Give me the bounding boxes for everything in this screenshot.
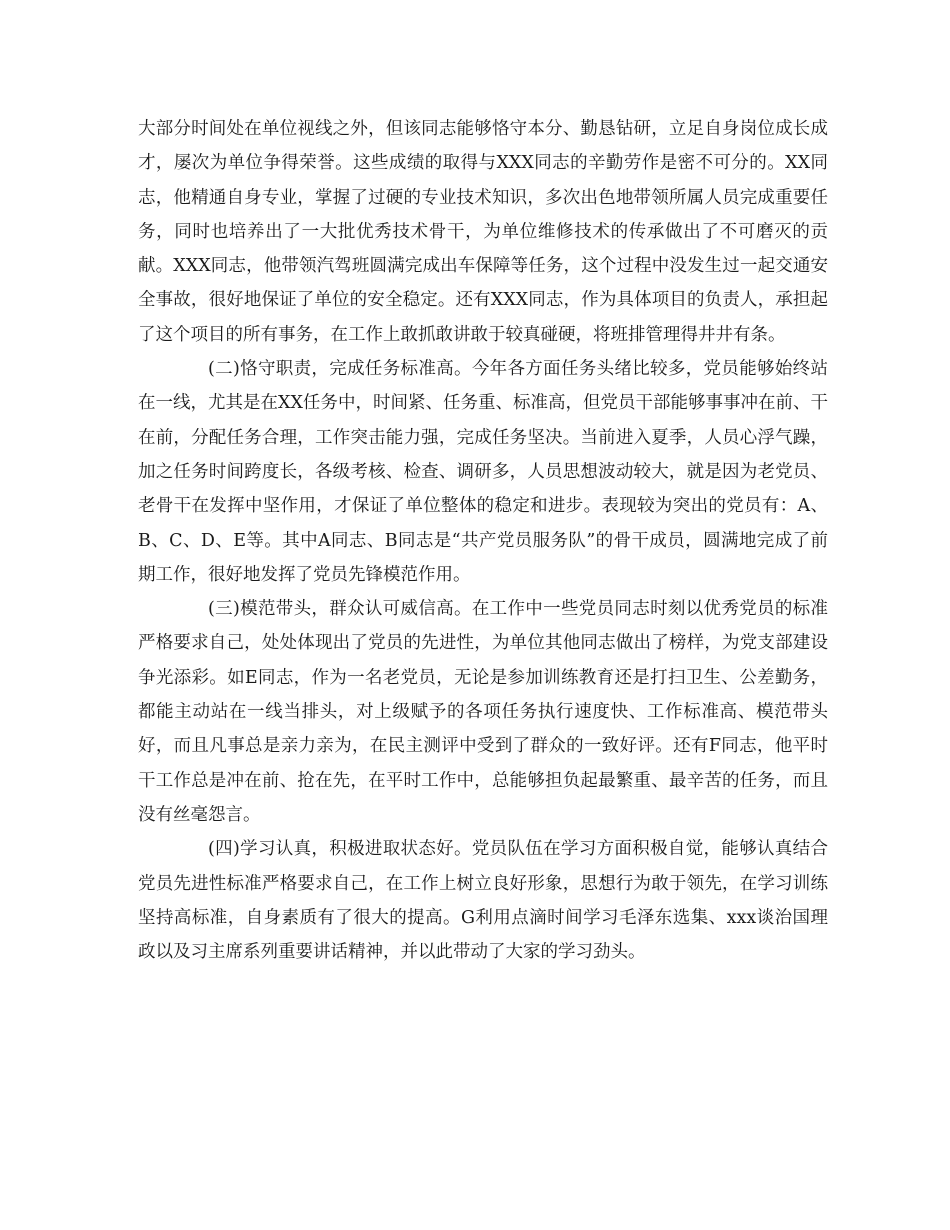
document-body bbox=[138, 112, 828, 969]
paragraph-section-4: (四)学习认真，积极进取状态好。党员队伍在学习方面积极自觉，能够认真结合党员先进性标准严格要求自己，在工作上树立良好形象，思想行为敢于领先，在学习训练坚持高标准，自身素质有了很大的提高。G利用点滴时间学习毛泽东选集、xxx谈治国理政以及习主席系列重要讲话精神，并以此带动了大家的学习劲头。 bbox=[138, 839, 828, 963]
paragraph-continuation: 大部分时间处在单位视线之外，但该同志能够恪守本分、勤恳钻研，立足自身岗位成长成才，屡次为单位争得荣誉。这些成绩的取得与XXX同志的辛勤劳作是密不可分的。XX同志，他精通自身专业，掌握了过硬的专业技术知识，多次出色地带领所属人员完成重要任务，同时也培养出了一大批优秀技术骨干，为单位维修技术的传承做出了不可磨灭的贡献。XXX同志，他带领汽驾班圆满完成出车保障等任务，这个过程中没发生过一起交通安全事故，很好地保证了单位的安全稳定。还有XXX同志，作为具体项目的负责人，承担起了这个项目的所有事务，在工作上敢抓敢讲敢于较真碰硬，将班排管理得井井有条。 bbox=[138, 119, 828, 345]
paragraph-section-3: (三)模范带头，群众认可威信高。在工作中一些党员同志时刻以优秀党员的标准严格要求自己，处处体现出了党员的先进性，为单位其他同志做出了榜样，为党支部建设争光添彩。如E同志，作为一名老党员，无论是参加训练教育还是打扫卫生、公差勤务，都能主动站在一线当排头，对上级赋予的各项任务执行速度快、工作标准高、模范带头好，而且凡事总是亲力亲为，在民主测评中受到了群众的一致好评。还有F同志，他平时干工作总是冲在前、抢在先，在平时工作中，总能够担负起最繁重、最辛苦的任务，而且没有丝毫怨言。 bbox=[138, 599, 828, 825]
paragraph-section-2: (二)恪守职责，完成任务标准高。今年各方面任务头绪比较多，党员能够始终站在一线，尤其是在XX任务中，时间紧、任务重、标准高，但党员干部能够事事冲在前、干在前，分配任务合理，工作突击能力强，完成任务坚决。当前进入夏季，人员心浮气躁，加之任务时间跨度长，各级考核、检查、调研多，人员思想波动较大，就是因为老党员、老骨干在发挥中坚作用，才保证了单位整体的稳定和进步。表现较为突出的党员有：A、B、C、D、E等。其中A同志、B同志是“共产党员服务队”的骨干成员，圆满地完成了前期工作，很好地发挥了党员先锋模范作用。 bbox=[138, 359, 828, 585]
